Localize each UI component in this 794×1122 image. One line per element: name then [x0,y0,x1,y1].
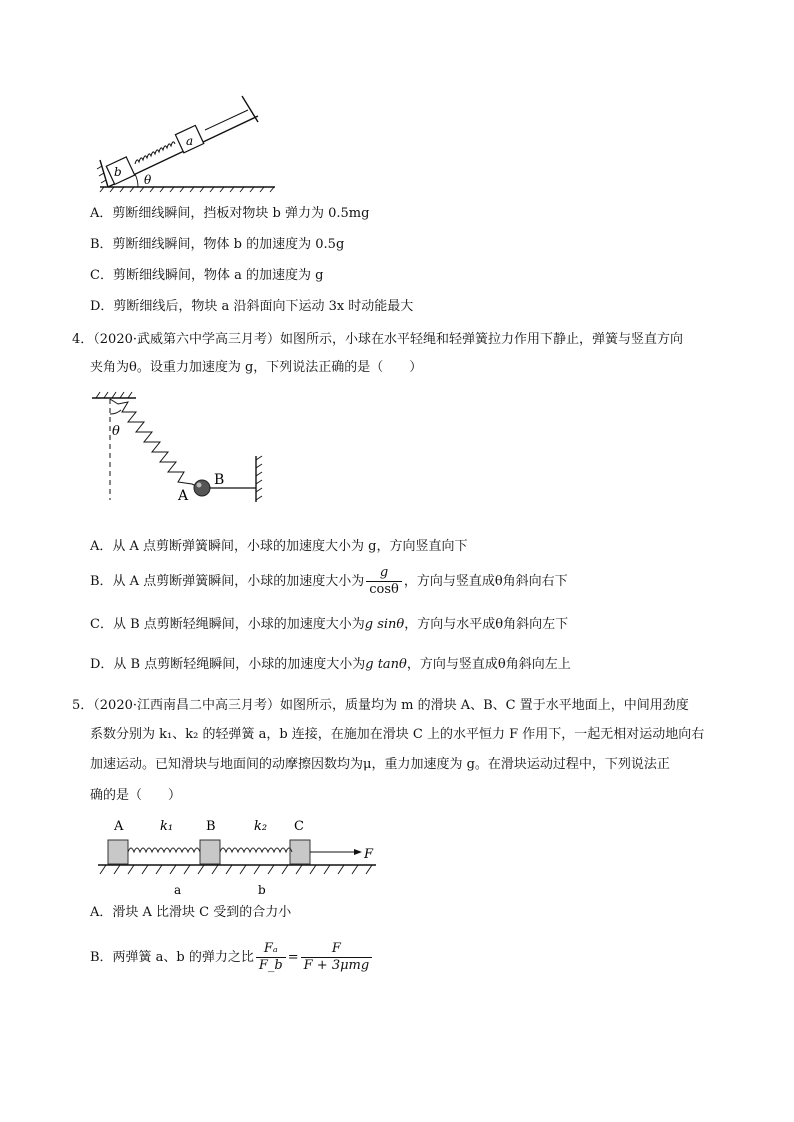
block-b-label: b [114,165,122,179]
point-a-label: A [178,488,189,504]
q3-option-d: D．剪断细线后，物块 a 沿斜面向下运动 3x 时动能最大 [90,299,414,314]
q4-stem-line2: 夹角为θ。设重力加速度为 g，下列说法正确的是（ ） [90,360,423,375]
q4-stem-line1: 4．（2020·武威第六中学高三月考）如图所示，小球在水平轻绳和轻弹簧拉力作用下静止，弹簧与竖直方向 [72,332,683,347]
incline-spring-figure [90,92,290,194]
q5-option-a: A．滑块 A 比滑块 C 受到的合力小 [90,905,292,920]
q5-option-b [90,938,374,978]
block-a-label: a [186,134,194,148]
q3-option-c: C．剪断细线瞬间，物体 a 的加速度为 g [90,268,324,283]
q5-stem-line4: 确的是（ ） [90,788,182,803]
q4-option-b [90,565,568,599]
spring-b-label: b [258,883,266,897]
block-c-label: C [294,819,304,834]
q5-stem-line1: 5．（2020·江西南昌二中高三月考）如图所示，质量均为 m 的滑块 A、B、C 置于水平地面上，中间用劲度 [72,698,689,713]
spring-k2-label: k₂ [254,819,268,834]
spring-k1-label: k₁ [160,819,174,834]
q4-option-d-value: g tanθ [365,657,407,672]
point-b-label: B [214,472,225,488]
q5-stem-line3: 加速运动。已知滑块与地面间的动摩擦因数均为μ，重力加速度为 g。在滑块运动过程中，下列说法正 [90,757,670,772]
spring-a-label: a [174,883,182,897]
block-b-label: B [206,819,216,834]
q4-option-b-direction: ，方向与竖直成θ角斜向右下 [403,574,568,589]
q4-option-a: A．从 A 点剪断弹簧瞬间，小球的加速度大小为 g，方向竖直向下 [90,539,468,554]
q4-option-b-fraction: $\frac{g}{\cos\theta}$ [366,565,402,598]
q4-angle-theta-label: θ [112,424,120,439]
q5-option-b-lhs-fraction: $\frac{\text{Fₐ}}{F\_b}$ [256,941,286,974]
spring-ball-figure [88,390,278,505]
q4-option-d: D．从 B 点剪断轻绳瞬间，小球的加速度大小为g tanθ，方向与竖直成θ角斜向左上 [90,657,571,672]
q3-option-b: B．剪断细线瞬间，物体 b 的加速度为 0.5g [90,237,345,252]
angle-theta-label: θ [144,173,152,187]
q5-option-b-equals: = [287,950,299,965]
spring-coil [135,142,175,164]
q5-stem-line2: 系数分别为 k₁、k₂ 的轻弹簧 a，b 连接，在施加在滑块 C 上的水平恒力 F 作用下，一起无相对运动地向右 [90,727,705,742]
force-f-label: F [364,847,374,862]
block-a-label: A [114,819,124,834]
three-block-spring-figure [94,812,384,898]
q5-option-b-rhs-fraction: $\frac{F}{\text{F + 3μmg}}$ [301,941,373,974]
q4-option-c-value: g sinθ [364,617,405,632]
q3-option-a: A．剪断细线瞬间，挡板对物块 b 弹力为 0.5mg [90,206,370,221]
q4-option-c: C．从 B 点剪断轻绳瞬间，小球的加速度大小为g sinθ，方向与水平成θ角斜向左下 [90,617,569,632]
q5-option-b-text: B．两弹簧 a、b 的弹力之比 [90,950,254,965]
q4-option-b-text: B．从 A 点剪断弹簧瞬间，小球的加速度大小为 [90,574,365,589]
